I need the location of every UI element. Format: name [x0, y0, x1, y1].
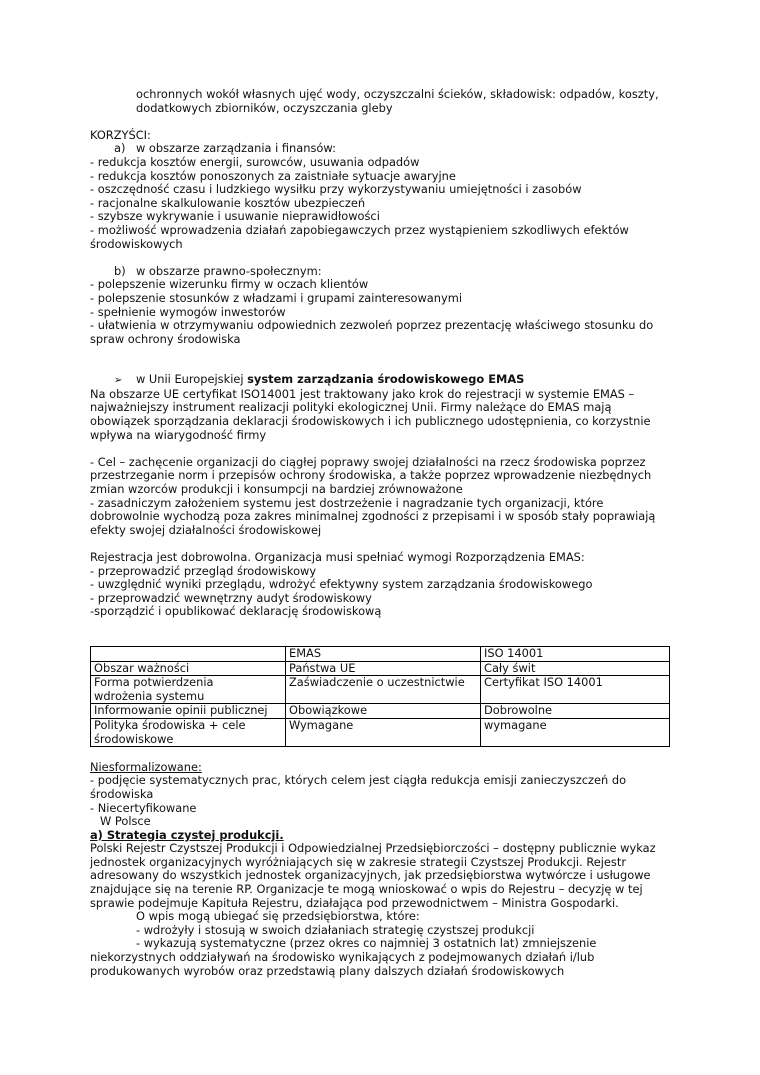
strategy-sub-intro: O wpis mogą ubiegać się przedsiębiorstwa, które: — [136, 909, 420, 924]
section-label: a) — [114, 141, 126, 156]
paragraph-line: obowiązek sporządzania deklaracji środowiskowych i ich publicznego udostępnienia, co korzystnie — [90, 414, 651, 429]
arrow-bullet-icon: ➢ — [114, 375, 123, 387]
paragraph-line: - uwzględnić wyniki przeglądu, wdrożyć efektywny system zarządzania środowiskowego — [90, 577, 593, 592]
list-item: środowiskowych — [90, 236, 183, 251]
document-page — [90, 88, 670, 978]
strategy-sub-item: - wykazują systematyczne (przez okres co najmniej 3 ostatnich lat) zmniejszenie — [136, 936, 597, 951]
paragraph-line: - przeprowadzić wewnętrzny audyt środowiskowy — [90, 590, 372, 605]
paragraph-line: - zasadniczym założeniem systemu jest dostrzeżenie i nagradzanie tych organizacji, które — [90, 495, 604, 510]
paragraph-line: - Cel – zachęcenie organizacji do ciągłej poprawy swojej działalności na rzecz środowiska poprzez — [90, 454, 646, 469]
benefits-section-b-title — [90, 265, 670, 279]
section-title: w obszarze prawno-społecznym: — [136, 263, 322, 278]
list-item: - racjonalne skalkulowanie kosztów ubezpieczeń — [90, 195, 366, 210]
table-header-cell: ISO 14001 — [481, 646, 670, 661]
table-header-cell — [91, 646, 286, 661]
informal-line: - podjęcie systematycznych prac, których celem jest ciągła redukcja emisji zanieczyszczeń do — [90, 773, 627, 788]
paragraph-line: wpływa na wiarygodność firmy — [90, 427, 267, 442]
list-item: - spełnienie wymogów inwestorów — [90, 304, 286, 319]
benefits-section-b-list — [90, 278, 670, 346]
paragraph-line: - przeprowadzić przegląd środowiskowy — [90, 563, 317, 578]
intro-line: ochronnych wokół własnych ujęć wody, oczyszczalni ścieków, składowisk: odpadów, koszty, — [136, 87, 659, 101]
benefits-heading: KORZYŚCI: — [90, 127, 151, 142]
informal-heading: Niesformalizowane: — [90, 759, 202, 774]
strategy-paragraph — [90, 842, 670, 910]
table-cell — [91, 676, 286, 704]
emas-paragraph-2 — [90, 456, 670, 538]
table-cell: Państwa UE — [286, 661, 481, 676]
paragraph-line: niekorzystnych oddziaływań na środowisko wynikających z podejmowanych działań i/lub — [90, 950, 595, 965]
list-item: - polepszenie stosunków z władzami i grupami zainteresowanymi — [90, 290, 462, 305]
table-cell: Cały świt — [481, 661, 670, 676]
table-row — [91, 676, 670, 704]
paragraph-line: przestrzeganie norm i przepisów ochrony środowiska, a także poprzez wprowadzenie niezbędnych — [90, 468, 652, 483]
paragraph-line: dobrowolnie wychodzą poza zakres minimalnej zgodności z przepisami i w sposób stały poprawiają — [90, 509, 656, 524]
section-label: b) — [114, 263, 126, 278]
cell-text: środowiskowe — [94, 731, 174, 746]
comparison-table — [90, 646, 670, 747]
table-cell — [91, 718, 286, 746]
poland-label: W Polsce — [100, 814, 151, 829]
paragraph-line: efekty swojej działalności środowiskowej — [90, 522, 322, 537]
paragraph-line: sprawie podejmuje Kapituła Rejestru, działająca pod przewodnictwem – Ministra Gospodarki. — [90, 895, 619, 910]
table-cell: Obowiązkowe — [286, 704, 481, 719]
paragraph-line: produkowanych wyrobów oraz przedstawią plany dalszych działań środowiskowych — [90, 963, 565, 978]
table-cell — [91, 661, 286, 676]
table-cell — [91, 704, 286, 719]
list-item: - szybsze wykrywanie i usuwanie nieprawidłowości — [90, 209, 380, 224]
emas-bullet-prefix: w Unii Europejskiej — [136, 372, 248, 387]
table-row — [91, 661, 670, 676]
table-cell: Dobrowolne — [481, 704, 670, 719]
strategy-heading — [90, 829, 670, 843]
table-cell: Certyfikat ISO 14001 — [481, 676, 670, 704]
table-cell: Wymagane — [286, 718, 481, 746]
cell-text: Polityka środowiska + cele — [94, 717, 246, 732]
section-title: w obszarze zarządzania i finansów: — [136, 141, 336, 156]
strategy-sub-item: - wdrożyły i stosują w swoich działaniach strategię czystszej produkcji — [136, 922, 535, 937]
intro-line: dodatkowych zbiorników, oczyszczania gleby — [136, 100, 393, 115]
table-row — [91, 704, 670, 719]
list-item: - ułatwienia w otrzymywaniu odpowiednich zezwoleń poprzez prezentację właściwego stosunku do — [90, 318, 654, 333]
benefits-section-a-list — [90, 156, 670, 251]
paragraph-line: znajdujące się na terenie RP. Organizacje te mogą wnioskować o wpis do Rejestru – decyzję w tej — [90, 882, 643, 897]
list-item: - redukcja kosztów ponoszonych za zaistniałe sytuacje awaryjne — [90, 168, 456, 183]
table-cell: Zaświadczenie o uczestnictwie — [286, 676, 481, 704]
paragraph-line: Polski Rejestr Czystszej Produkcji i Odpowiedzialnej Przedsiębiorczości – dostępny publicznie wykaz — [90, 841, 656, 856]
informal-line: - Niecertyfikowane — [90, 800, 197, 815]
paragraph-line: Na obszarze UE certyfikat ISO14001 jest traktowany jako krok do rejestracji w systemie EMAS – — [90, 386, 635, 401]
cell-text: Informowanie opinii publicznej — [94, 703, 268, 718]
table-cell: wymagane — [481, 718, 670, 746]
table-header-row — [91, 646, 670, 661]
paragraph-line: jednostek organizacyjnych wyróżniających się w zakresie strategii Czystszej Produkcji. Rejestr — [90, 854, 627, 869]
paragraph-line: -sporządzić i opublikować deklarację środowiskową — [90, 604, 382, 619]
paragraph-line: najważniejszy instrument realizacji polityki ekologicznej Unii. Firmy należące do EMAS mają — [90, 400, 612, 415]
informal-line: środowiska — [90, 786, 154, 801]
paragraph-line: zmian wzorców produkcji i konsumpcji na bardziej zrównoważone — [90, 482, 463, 497]
list-item: spraw ochrony środowiska — [90, 331, 241, 346]
emas-bullet — [90, 373, 670, 388]
strategy-heading-text: a) Strategia czystej produkcji. — [90, 827, 284, 842]
list-item: - oszczędność czasu i ludzkiego wysiłku przy wykorzystywaniu umiejętności i zasobów — [90, 182, 582, 197]
paragraph-line: adresowany do wszystkich jednostek organizacyjnych, jak przedsiębiorstwa wytwórcze i usługowe — [90, 868, 651, 883]
paragraph-line: Rejestracja jest dobrowolna. Organizacja musi spełniać wymogi Rozporządzenia EMAS: — [90, 550, 585, 564]
benefits-section-a-title — [90, 142, 670, 156]
cell-text: Forma potwierdzenia — [94, 675, 214, 690]
emas-paragraph-1 — [90, 388, 670, 442]
emas-paragraph-3 — [90, 551, 670, 619]
table-header-cell: EMAS — [286, 646, 481, 661]
list-item: - polepszenie wizerunku firmy w oczach klientów — [90, 277, 369, 292]
list-item: - redukcja kosztów energii, surowców, usuwania odpadów — [90, 154, 420, 169]
list-item: - możliwość wprowadzenia działań zapobiegawczych przez wystąpieniem szkodliwych efektów — [90, 222, 629, 237]
emas-bullet-bold: system zarządzania środowiskowego EMAS — [247, 372, 525, 387]
cell-text: wdrożenia systemu — [94, 688, 205, 703]
intro-paragraph — [90, 88, 670, 115]
cell-text: Obszar ważności — [94, 660, 190, 675]
table-row — [91, 718, 670, 746]
